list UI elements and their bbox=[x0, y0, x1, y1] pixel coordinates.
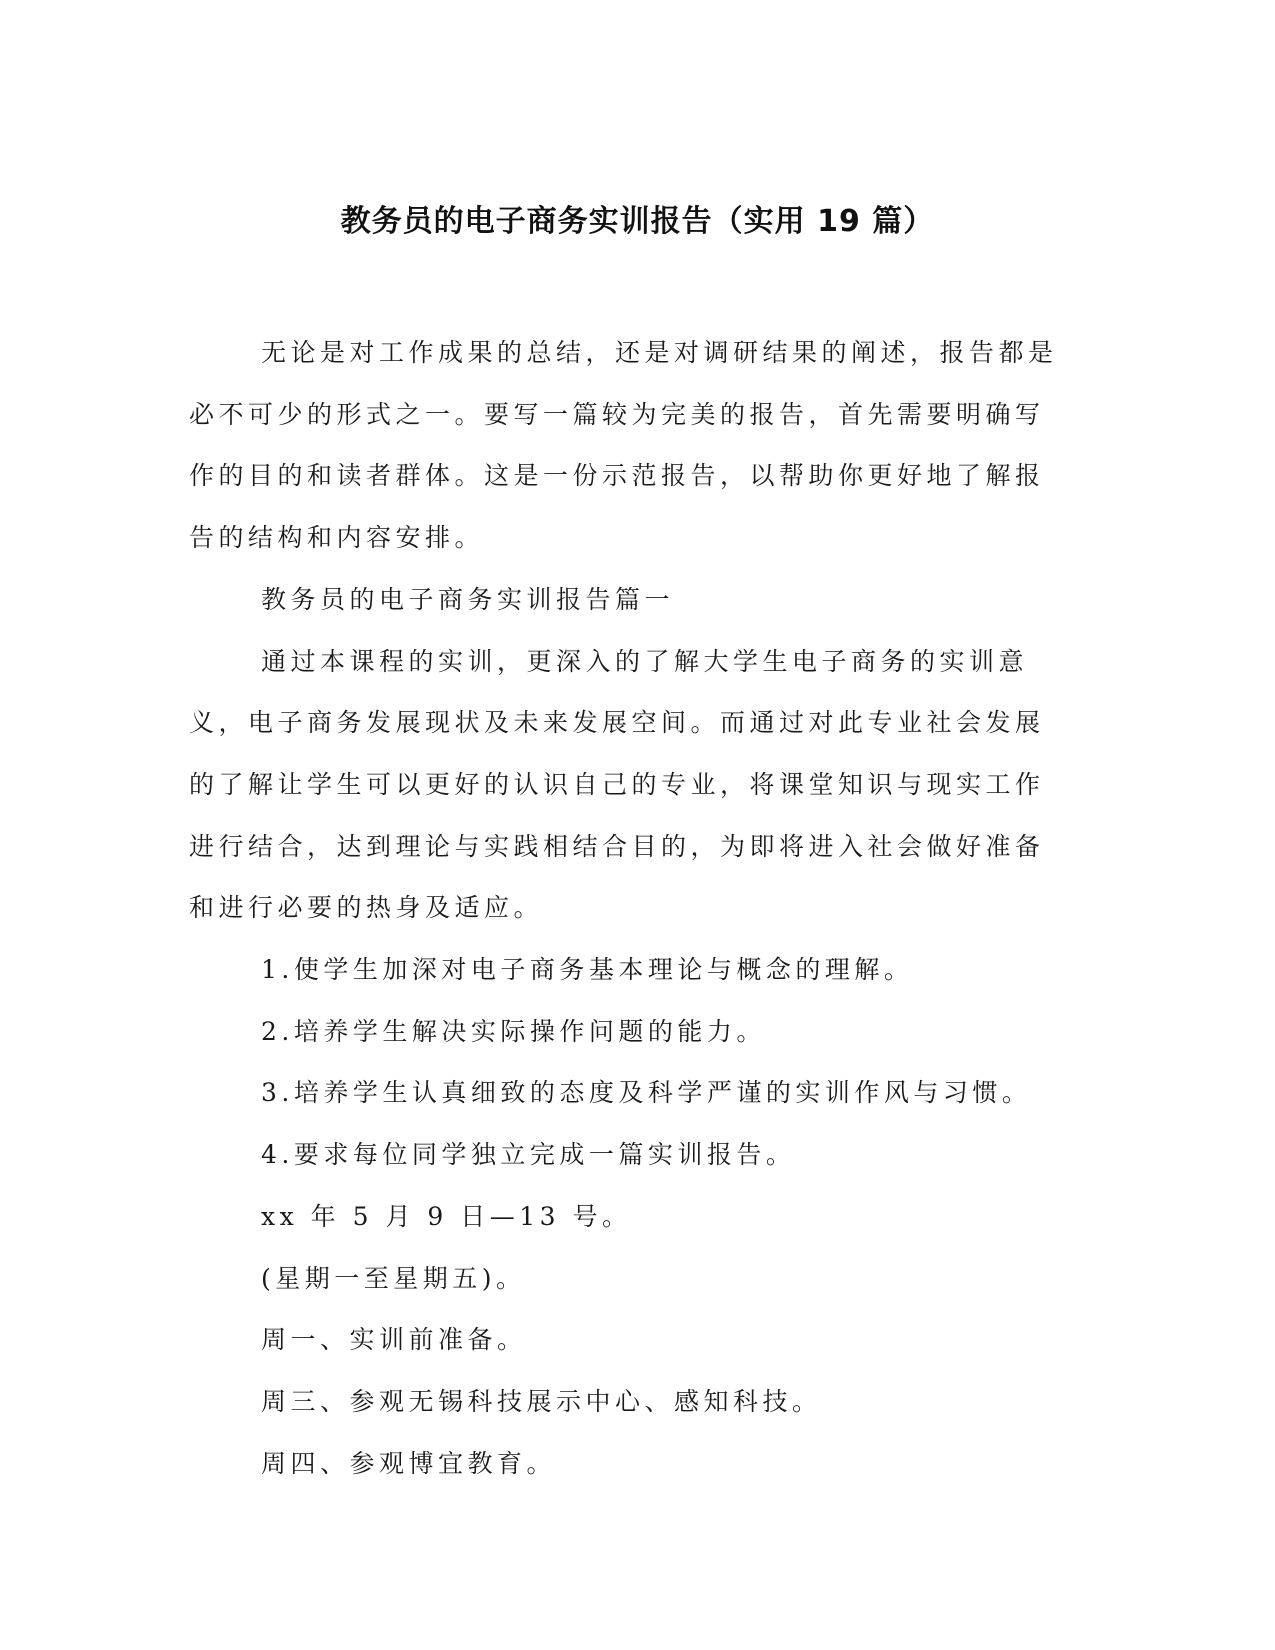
document-title: 教务员的电子商务实训报告（实用 19 篇） bbox=[340, 204, 935, 239]
intro-paragraph: 无论是对工作成果的总结，还是对调研结果的阐述，报告都是必不可少的形式之一。要写一篇较为完美的报告，首先需要明确写作的目的和读者群体。这是一份示范报告，以帮助你更好地了解报告的结构和内容安排。 bbox=[189, 338, 1058, 553]
objective-item-4: 4.要求每位同学独立完成一篇实训报告。 bbox=[261, 1140, 796, 1170]
objective-item-2: 2.培养学生解决实际操作问题的能力。 bbox=[261, 1016, 766, 1046]
weekday-line: (星期一至星期五)。 bbox=[261, 1263, 526, 1293]
document-body bbox=[189, 322, 1069, 1494]
schedule-thursday: 周四、参观博宜教育。 bbox=[261, 1448, 557, 1478]
schedule-monday: 周一、实训前准备。 bbox=[261, 1325, 527, 1355]
section-heading: 教务员的电子商务实训报告篇一 bbox=[261, 584, 675, 614]
objective-item-1: 1.使学生加深对电子商务基本理论与概念的理解。 bbox=[261, 955, 914, 985]
objective-item-3: 3.培养学生认真细致的态度及科学严谨的实训作风与习惯。 bbox=[261, 1078, 1032, 1108]
purpose-paragraph: 通过本课程的实训，更深入的了解大学生电子商务的实训意义，电子商务发展现状及未来发展空间。而通过对此专业社会发展的了解让学生可以更好的认识自己的专业，将课堂知识与现实工作进行结合，达到理论与实践相结合目的，为即将进入社会做好准备和进行必要的热身及适应。 bbox=[189, 646, 1045, 923]
date-line: xx 年 5 月 9 日—13 号。 bbox=[261, 1201, 632, 1231]
schedule-wednesday: 周三、参观无锡科技展示中心、感知科技。 bbox=[261, 1386, 822, 1416]
